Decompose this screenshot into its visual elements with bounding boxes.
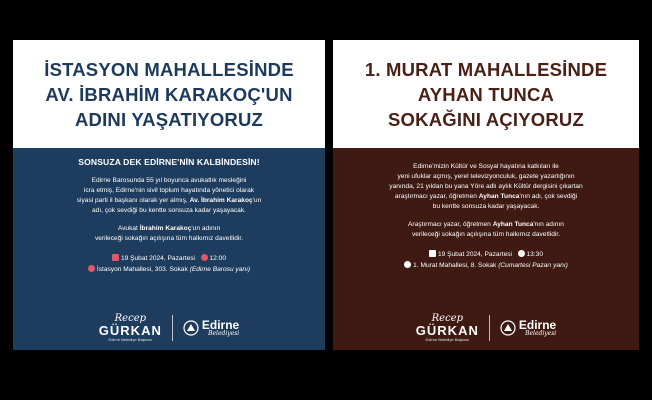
right-p2-pre: Araştırmacı yazar, öğretmen (408, 221, 491, 228)
right-paragraph-2 (346, 220, 626, 240)
right-p1-line-5: bu kentte sonsuza kadar yaşayacak. (432, 203, 540, 210)
right-location-note: (Cumartesi Pazarı yanı) (498, 262, 568, 269)
left-p1-name: Av. İbrahim Karakoç (189, 197, 253, 204)
municipality-name: Edirne (518, 318, 557, 332)
right-p2-post: 'nın adının (533, 221, 564, 228)
municipality-emblem-icon (183, 320, 199, 336)
logo-divider (489, 315, 490, 341)
left-subheading: SONSUZA DEK EDİRNE'NİN KALBİNDESİN! (78, 157, 260, 167)
right-p1-line-4-pre: araştırmacı yazar, öğretmen (394, 193, 477, 200)
left-location-text: İstasyon Mahallesi, 303. Sokak (96, 266, 188, 273)
clock-icon (518, 250, 525, 257)
left-p1-line-4: adı, çok sevdiği bu kentte sonsuza kadar yaşayacak. (92, 207, 246, 214)
right-p1-name: Ayhan Tunca (478, 193, 520, 200)
municipality-sub: Belediyesi (208, 330, 240, 337)
right-logos (333, 314, 639, 342)
right-p2-line-2: verileceği sokağın açılışına tüm halkımız davetlidir. (411, 231, 561, 238)
calendar-icon (112, 254, 119, 261)
mayor-signature-main: GÜRKAN (98, 323, 162, 338)
right-title-block (333, 40, 639, 148)
left-p2-name: İbrahim Karakoç (139, 225, 192, 232)
right-title-line-2: AYHAN TUNCA (417, 83, 555, 105)
right-paragraph-1 (346, 148, 626, 212)
right-body (333, 148, 639, 350)
left-location-note: (Edirne Barosu yanı) (189, 266, 251, 273)
left-p1-line-3-post: 'un (252, 197, 262, 204)
left-p1-line-3-pre: siyasi parti il başkanı olarak yer almış, (76, 197, 188, 204)
left-paragraph-1 (34, 176, 304, 216)
municipality-logo (500, 319, 556, 337)
clock-icon (201, 254, 208, 261)
left-poster (13, 40, 325, 350)
left-title-line-1: İSTASYON MAHALLESİNDE (44, 58, 294, 80)
right-p1-line-4 (346, 192, 626, 202)
municipality-emblem-icon (500, 320, 516, 336)
left-title-block (13, 40, 325, 148)
left-title-line-3: ADINI YAŞATIYORUZ (74, 108, 264, 130)
left-logos (13, 314, 325, 342)
left-location (13, 264, 325, 275)
mayor-signature-caption: Edirne Belediye Başkanı (108, 337, 153, 342)
right-p1-line-4-post: 'nın adı, çok sevdiği (519, 193, 578, 200)
left-p1-line-3 (34, 196, 304, 206)
mayor-signature-top: Recep (114, 313, 147, 324)
mayor-signature-caption: Edirne Belediye Başkanı (425, 337, 470, 342)
logo-divider (172, 315, 173, 341)
left-body (13, 148, 325, 350)
left-p2-pre: Avukat (117, 225, 138, 232)
right-p2-line-1 (346, 220, 626, 230)
municipality-sub: Belediyesi (525, 330, 557, 337)
left-p1-line-2: icra etmiş, Edirne'nin sivil toplum hayatında yönetici olarak (83, 187, 255, 194)
right-time: 13:30 (526, 251, 544, 258)
mayor-signature-main: GÜRKAN (415, 323, 479, 338)
municipality-name: Edirne (201, 318, 240, 332)
right-p2-name: Ayhan Tunca (492, 221, 534, 228)
municipality-logo (183, 319, 239, 337)
right-location (333, 260, 639, 271)
left-p2-line-1 (34, 224, 304, 234)
right-title-line-1: 1. MURAT MAHALLESİNDE (364, 58, 608, 80)
left-p2-post: 'un adının (191, 225, 221, 232)
right-date-time (333, 249, 639, 260)
mayor-signature-top: Recep (431, 313, 464, 324)
left-paragraph-2 (34, 224, 304, 244)
right-p1-line-2: yeni ufuklar açmış, yerel televizyonculuk, gazete yazarlığının (397, 173, 575, 180)
right-p1-line-1: Edirne'mizin Kültür ve Sosyal hayatına katkıları ile (413, 163, 559, 170)
right-location-text: 1. Murat Mahallesi, 8. Sokak (413, 262, 497, 269)
left-p2-line-2: verileceği sokağın açılışına tüm halkımız davetlidir. (94, 235, 244, 242)
location-pin-icon (404, 261, 411, 268)
right-p1-line-3: yanında, 21 yıldan bu yana Yöre adlı aylık Kültür dergisini çıkartan (389, 183, 583, 190)
right-poster (333, 40, 639, 350)
right-date: 19 Şubat 2024, Pazartesi (437, 251, 513, 258)
mayor-signature-logo (416, 314, 479, 342)
left-p1-line-1: Edirne Barosunda 55 yıl boyunca avukatlık mesleğini (91, 177, 247, 184)
right-title-line-3: SOKAĞINI AÇIYORUZ (388, 108, 584, 130)
mayor-signature-logo (99, 314, 162, 342)
location-pin-icon (88, 265, 95, 272)
left-date-time (13, 253, 325, 264)
left-time: 12:00 (209, 255, 227, 262)
left-date: 19 Şubat 2024, Pazartesi (120, 255, 196, 262)
left-title-line-2: AV. İBRAHİM KARAKOÇ'UN (45, 83, 293, 105)
calendar-icon (429, 250, 436, 257)
